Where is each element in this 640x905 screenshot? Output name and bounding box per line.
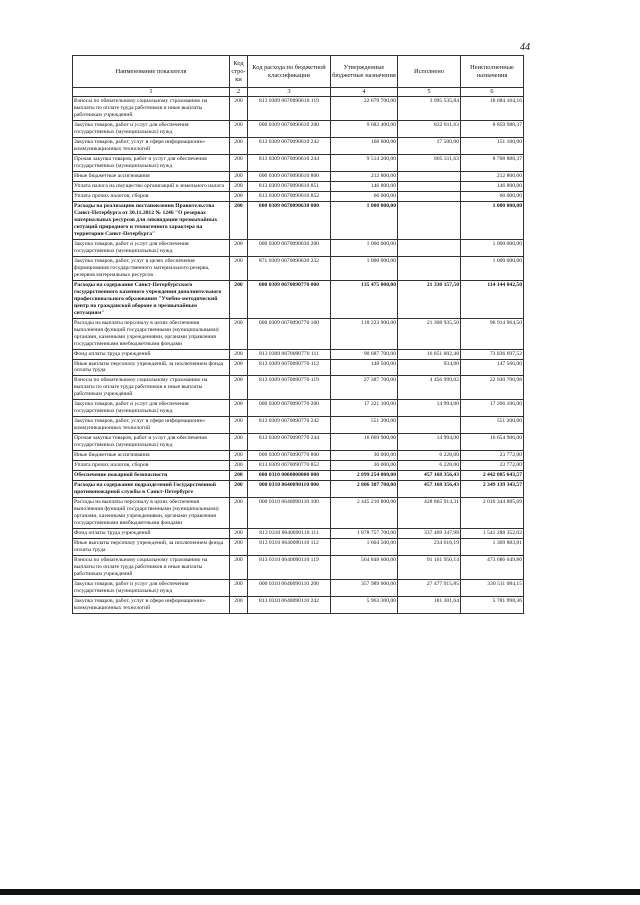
table-row (73, 318, 524, 349)
cell-executed: 3 995 535,84 (398, 97, 461, 121)
cell-unexecuted: 473 686 649,86 (461, 556, 524, 580)
cell-executed (398, 417, 461, 434)
cell-approved: 551 200,00 (331, 417, 398, 434)
cell-unexecuted: 23 772,00 (461, 451, 524, 461)
cell-indicator-name: Закупка товаров, работ и услуг для обеспечения государственных (муниципальных) нужд (73, 120, 230, 137)
cell-unexecuted: 8 708 888,37 (461, 154, 524, 171)
cell-approved: 30 000,00 (331, 451, 398, 461)
cell-classification-code: 813 0309 0670090770 119 (248, 376, 331, 400)
cell-classification-code: 000 0310 0000000000 000 (248, 471, 331, 481)
cell-classification-code: 813 0309 0670090610 851 (248, 181, 331, 191)
cell-row-code: 200 (230, 97, 248, 121)
cell-row-code: 200 (230, 597, 248, 614)
cell-approved: 135 475 000,00 (331, 280, 398, 318)
cell-classification-code: 000 0309 0670090630 000 (248, 201, 331, 239)
cell-executed: 805 311,63 (398, 154, 461, 171)
cell-approved: 30 000,00 (331, 461, 398, 471)
cell-indicator-name: Закупка товаров, работ и услуг для обеспечения государственных (муниципальных) нужд (73, 400, 230, 417)
cell-executed: 4 456 999,02 (398, 376, 461, 400)
cell-classification-code: 813 0310 0640090110 119 (248, 556, 331, 580)
table-row (73, 529, 524, 539)
cell-approved: 9 682 400,00 (331, 120, 398, 137)
header-classification-code: Код расхода по бюджетной классификации (248, 56, 331, 88)
budget-execution-table (72, 55, 524, 614)
cell-unexecuted: 1 000 000,00 (461, 256, 524, 280)
cell-executed: 457 168 356,43 (398, 481, 461, 498)
cell-unexecuted: 1 369 883,81 (461, 539, 524, 556)
cell-executed (398, 239, 461, 256)
cell-row-code: 200 (230, 280, 248, 318)
table-row (73, 434, 524, 451)
page-number: 44 (520, 42, 530, 53)
table-row (73, 376, 524, 400)
cell-indicator-name: Расходы на выплаты персоналу в целях обеспечения выполнения функций государственными (муниципальными) органами, казенными учреждениями, органами управления государственными внебюджетными фондами (73, 498, 230, 529)
cell-indicator-name: Закупка товаров, работ, услуг в сфере информационно-коммуникационных технологий (73, 417, 230, 434)
cell-indicator-name: Иные бюджетные ассигнования (73, 171, 230, 181)
cell-approved: 212 800,00 (331, 171, 398, 181)
cell-unexecuted: 330 511 084,15 (461, 580, 524, 597)
cell-row-code: 200 (230, 171, 248, 181)
header-unexecuted: Неисполненные назначения (461, 56, 524, 88)
cell-classification-code: 000 0309 0670090770 200 (248, 400, 331, 417)
cell-indicator-name: Закупка товаров, работ и услуг для обеспечения государственных (муниципальных) нужд (73, 239, 230, 256)
cell-indicator-name: Закупка товаров, работ, услуг в сфере информационно-коммуникационных технологий (73, 137, 230, 154)
cell-indicator-name: Обеспечение пожарной безопасности (73, 471, 230, 481)
cell-classification-code: 000 0310 0640090110 000 (248, 481, 331, 498)
cell-executed: 91 161 950,14 (398, 556, 461, 580)
cell-approved: 1 878 757 700,00 (331, 529, 398, 539)
cell-approved: 17 221 100,00 (331, 400, 398, 417)
table-row (73, 580, 524, 597)
cell-unexecuted: 147 566,00 (461, 359, 524, 376)
cell-indicator-name: Иные бюджетные ассигнования (73, 451, 230, 461)
cell-executed: 21 308 935,50 (398, 318, 461, 349)
cell-approved: 16 669 900,00 (331, 434, 398, 451)
cell-row-code: 200 (230, 498, 248, 529)
cell-row-code: 200 (230, 154, 248, 171)
cell-row-code: 200 (230, 376, 248, 400)
cell-indicator-name: Уплата прочих налогов, сборов (73, 191, 230, 201)
cell-unexecuted: 22 930 700,98 (461, 376, 524, 400)
column-index: 3 (248, 88, 331, 97)
cell-classification-code: 000 0309 0670090770 000 (248, 280, 331, 318)
table-row (73, 181, 524, 191)
cell-classification-code: 000 0309 0670090610 200 (248, 120, 331, 137)
cell-row-code: 200 (230, 256, 248, 280)
cell-classification-code: 871 0309 0670090630 232 (248, 256, 331, 280)
table-row (73, 417, 524, 434)
table-row (73, 239, 524, 256)
cell-executed: 21 330 157,50 (398, 280, 461, 318)
column-index: 2 (230, 88, 248, 97)
cell-indicator-name: Уплата налога на имущество организаций и земельного налога (73, 181, 230, 191)
table-row (73, 481, 524, 498)
cell-classification-code: 000 0310 0640090110 100 (248, 498, 331, 529)
cell-executed (398, 256, 461, 280)
cell-classification-code: 813 0310 0640090110 242 (248, 597, 331, 614)
cell-approved: 146 800,00 (331, 181, 398, 191)
cell-indicator-name: Иные выплаты персоналу учреждений, за исключением фонда оплаты труда (73, 539, 230, 556)
table-row (73, 498, 524, 529)
column-index: 4 (331, 88, 398, 97)
cell-unexecuted: 96 914 964,50 (461, 318, 524, 349)
table-row (73, 359, 524, 376)
cell-row-code: 200 (230, 191, 248, 201)
cell-indicator-name: Расходы на выплаты персоналу в целях обеспечения выполнения функций государственными (муниципальными) органами, казенными учреждениями, органами управления государственными внебюджетными фондами (73, 318, 230, 349)
cell-row-code: 200 (230, 400, 248, 417)
table-row (73, 451, 524, 461)
cell-classification-code: 813 0309 0670090770 111 (248, 349, 331, 359)
cell-indicator-name: Расходы на содержание Санкт-Петербургского государственного казенного учреждения дополнительного профессионального образования "Учебно-методический центр по гражданской обороне и чрезвычайным ситуациям" (73, 280, 230, 318)
cell-classification-code: 813 0309 0670090610 242 (248, 137, 331, 154)
cell-classification-code: 813 0309 0670090610 119 (248, 97, 331, 121)
cell-approved: 2 445 210 800,00 (331, 498, 398, 529)
cell-approved: 118 223 900,00 (331, 318, 398, 349)
cell-row-code: 200 (230, 481, 248, 498)
cell-approved: 22 679 700,00 (331, 97, 398, 121)
cell-unexecuted: 151 100,00 (461, 137, 524, 154)
cell-executed: 337 469 347,98 (398, 529, 461, 539)
cell-indicator-name: Фонд оплаты труда учреждений (73, 529, 230, 539)
cell-row-code: 200 (230, 137, 248, 154)
cell-approved: 2 899 254 000,00 (331, 471, 398, 481)
cell-unexecuted: 17 206 106,00 (461, 400, 524, 417)
cell-executed: 6 228,00 (398, 451, 461, 461)
column-index: 1 (73, 88, 230, 97)
cell-executed: 6 228,00 (398, 461, 461, 471)
table-row (73, 597, 524, 614)
table-row (73, 461, 524, 471)
cell-executed (398, 181, 461, 191)
cell-indicator-name: Закупка товаров, работ и услуг для обеспечения государственных (муниципальных) нужд (73, 580, 230, 597)
cell-approved: 2 806 307 700,00 (331, 481, 398, 498)
table-row (73, 400, 524, 417)
cell-unexecuted: 1 000 000,00 (461, 239, 524, 256)
cell-executed (398, 191, 461, 201)
cell-unexecuted: 212 800,00 (461, 171, 524, 181)
cell-indicator-name: Расходы на содержание подразделений Государственной противопожарной службы в Санкт-Петербурге (73, 481, 230, 498)
cell-indicator-name: Фонд оплаты труда учреждений (73, 349, 230, 359)
table-row (73, 556, 524, 580)
header-executed: Исполнено (398, 56, 461, 88)
table-row (73, 137, 524, 154)
cell-unexecuted: 73 836 697,52 (461, 349, 524, 359)
cell-unexecuted: 2 442 085 643,57 (461, 471, 524, 481)
cell-executed: 14 994,00 (398, 400, 461, 417)
cell-approved: 168 600,00 (331, 137, 398, 154)
cell-indicator-name: Уплата прочих налогов, сборов (73, 461, 230, 471)
cell-executed: 934,00 (398, 359, 461, 376)
cell-unexecuted: 1 541 288 352,02 (461, 529, 524, 539)
cell-classification-code: 813 0309 0670090770 852 (248, 461, 331, 471)
cell-row-code: 200 (230, 359, 248, 376)
cell-classification-code: 000 0309 0670090610 800 (248, 171, 331, 181)
table-row (73, 97, 524, 121)
cell-approved: 1 000 000,00 (331, 201, 398, 239)
cell-approved: 1 000 000,00 (331, 239, 398, 256)
cell-row-code: 200 (230, 201, 248, 239)
cell-approved: 66 000,00 (331, 191, 398, 201)
header-row-code: Код стро-ки (230, 56, 248, 88)
cell-unexecuted: 1 000 000,00 (461, 201, 524, 239)
cell-approved: 9 514 200,00 (331, 154, 398, 171)
cell-indicator-name: Закупка товаров, работ, услуг в целях обеспечения формирования государственного материального резерва, резервов материальных ресурсов (73, 256, 230, 280)
cell-approved: 148 500,00 (331, 359, 398, 376)
header-indicator-name: Наименование показателя (73, 56, 230, 88)
cell-approved: 1 604 500,00 (331, 539, 398, 556)
cell-approved: 564 848 600,00 (331, 556, 398, 580)
cell-unexecuted: 146 800,00 (461, 181, 524, 191)
table-row (73, 191, 524, 201)
cell-indicator-name: Иные выплаты персоналу учреждений, за исключением фонда оплаты труда (73, 359, 230, 376)
cell-executed: 14 994,00 (398, 434, 461, 451)
cell-row-code: 200 (230, 417, 248, 434)
cell-classification-code: 813 0310 0640090110 112 (248, 539, 331, 556)
cell-executed: 16 851 002,48 (398, 349, 461, 359)
cell-classification-code: 813 0309 0670090610 244 (248, 154, 331, 171)
cell-executed: 234 616,19 (398, 539, 461, 556)
cell-unexecuted: 5 781 998,36 (461, 597, 524, 614)
cell-row-code: 200 (230, 349, 248, 359)
table-row (73, 154, 524, 171)
cell-executed: 457 168 356,43 (398, 471, 461, 481)
cell-row-code: 200 (230, 461, 248, 471)
cell-row-code: 200 (230, 529, 248, 539)
table-row (73, 349, 524, 359)
table-row (73, 471, 524, 481)
cell-unexecuted: 8 859 988,37 (461, 120, 524, 137)
cell-indicator-name: Взносы по обязательному социальному страхованию на выплаты по оплате труда работников и иные выплаты работникам учреждений (73, 97, 230, 121)
cell-unexecuted: 551 200,00 (461, 417, 524, 434)
table-row (73, 120, 524, 137)
header-approved: Утвержденные бюджетные назначения (331, 56, 398, 88)
cell-executed: 181 301,64 (398, 597, 461, 614)
table-row (73, 280, 524, 318)
cell-classification-code: 000 0309 0670090770 100 (248, 318, 331, 349)
cell-row-code: 200 (230, 451, 248, 461)
cell-executed: 822 811,63 (398, 120, 461, 137)
cell-indicator-name: Прочая закупка товаров, работ и услуг для обеспечения государственных (муниципальных) нужд (73, 154, 230, 171)
cell-approved: 1 000 000,00 (331, 256, 398, 280)
table-row (73, 171, 524, 181)
cell-row-code: 200 (230, 120, 248, 137)
cell-classification-code: 000 0310 0640090110 200 (248, 580, 331, 597)
cell-unexecuted: 18 684 164,16 (461, 97, 524, 121)
cell-classification-code: 813 0310 0640090110 111 (248, 529, 331, 539)
cell-approved: 27 387 700,00 (331, 376, 398, 400)
cell-classification-code: 813 0309 0670090770 112 (248, 359, 331, 376)
cell-executed: 27 477 915,85 (398, 580, 461, 597)
cell-unexecuted: 2 016 344 885,69 (461, 498, 524, 529)
cell-executed: 17 500,00 (398, 137, 461, 154)
cell-row-code: 200 (230, 471, 248, 481)
table-body (73, 97, 524, 614)
cell-indicator-name: Расходы на реализацию постановления Правительства Санкт-Петербурга от 30.11.2012 № 1246 "О резервах материальных ресурсов для ликвидации чрезвычайных ситуаций природного и техногенного характера на территории Санкт-Петербурга" (73, 201, 230, 239)
table-row (73, 201, 524, 239)
cell-classification-code: 813 0309 0670090770 244 (248, 434, 331, 451)
cell-indicator-name: Закупка товаров, работ, услуг в сфере информационно-коммуникационных технологий (73, 597, 230, 614)
cell-unexecuted: 16 654 906,00 (461, 434, 524, 451)
cell-classification-code: 813 0309 0670090610 852 (248, 191, 331, 201)
cell-approved: 5 963 300,00 (331, 597, 398, 614)
cell-unexecuted: 114 144 842,50 (461, 280, 524, 318)
cell-indicator-name: Взносы по обязательному социальному страхованию на выплаты по оплате труда работников и иные выплаты работникам учреждений (73, 556, 230, 580)
cell-indicator-name: Прочая закупка товаров, работ и услуг для обеспечения государственных (муниципальных) нужд (73, 434, 230, 451)
scan-edge-bar (0, 889, 640, 895)
cell-row-code: 200 (230, 580, 248, 597)
cell-unexecuted: 2 349 139 343,57 (461, 481, 524, 498)
cell-classification-code: 000 0309 0670090770 800 (248, 451, 331, 461)
cell-row-code: 200 (230, 239, 248, 256)
table-row (73, 539, 524, 556)
cell-classification-code: 000 0309 0670090630 200 (248, 239, 331, 256)
cell-row-code: 200 (230, 434, 248, 451)
table-row (73, 256, 524, 280)
cell-classification-code: 813 0309 0670090770 242 (248, 417, 331, 434)
cell-indicator-name: Взносы по обязательному социальному страхованию на выплаты по оплате труда работников и иные выплаты работникам учреждений (73, 376, 230, 400)
cell-row-code: 200 (230, 556, 248, 580)
cell-approved: 90 687 700,00 (331, 349, 398, 359)
cell-row-code: 200 (230, 539, 248, 556)
cell-row-code: 200 (230, 318, 248, 349)
cell-row-code: 200 (230, 181, 248, 191)
cell-unexecuted: 66 000,00 (461, 191, 524, 201)
cell-executed (398, 201, 461, 239)
column-index: 5 (398, 88, 461, 97)
cell-approved: 357 989 000,00 (331, 580, 398, 597)
cell-unexecuted: 23 772,00 (461, 461, 524, 471)
cell-executed: 428 865 914,31 (398, 498, 461, 529)
column-index: 6 (461, 88, 524, 97)
cell-executed (398, 171, 461, 181)
